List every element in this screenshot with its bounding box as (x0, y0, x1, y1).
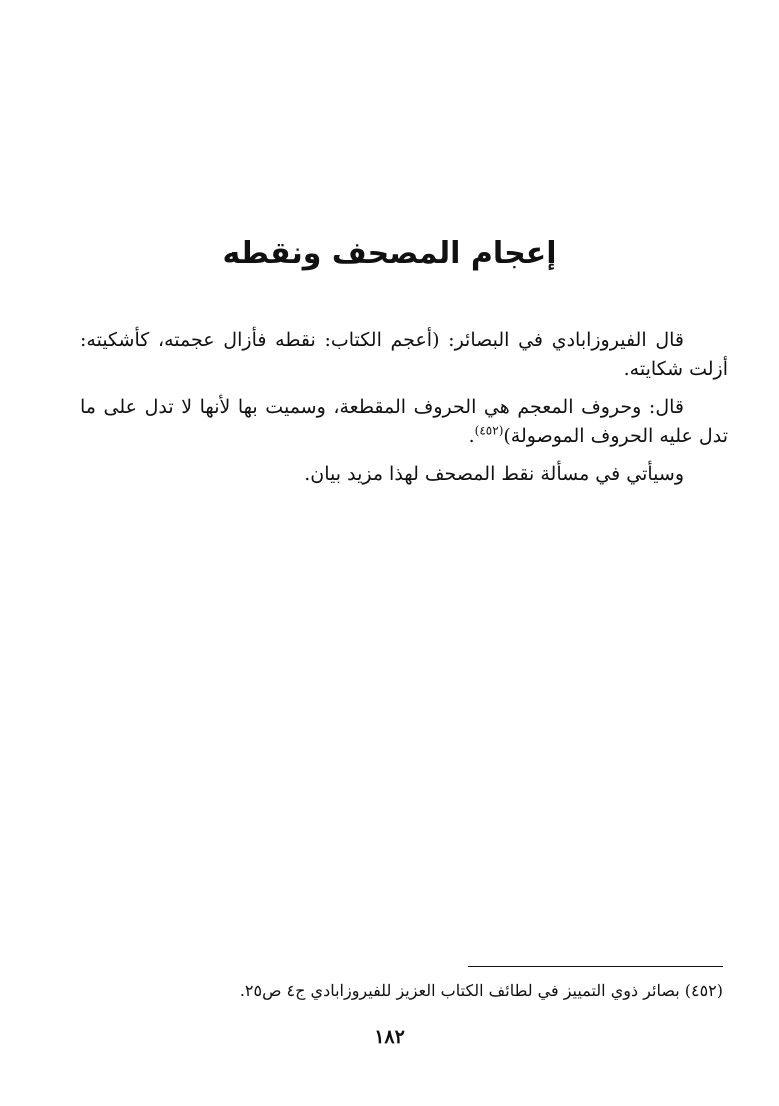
footnote-separator (468, 966, 723, 967)
paragraph-2 (80, 393, 728, 451)
page-number: ١٨٢ (374, 1026, 405, 1048)
paragraph-3-text: وسيأتي في مسألة نقط المصحف لهذا مزيد بيان. (304, 463, 684, 485)
paragraph-1-text: قال الفيروزابادي في البصائر: (أعجم الكتاب: نقطه فأزال عجمته، كأشكيته: أزلت شكايته. (80, 329, 728, 380)
paragraph-1 (80, 326, 728, 384)
page-title: إعجام المصحف ونقطه (222, 236, 557, 271)
footnote-reference: (٤٥٢) (474, 423, 504, 438)
paragraph-2-end: . (468, 425, 475, 447)
paragraph-3 (80, 460, 728, 489)
footnote: (٤٥٢) بصائر ذوي التمييز في لطائف الكتاب العزيز للفيروزابادي ج٤ ص٢٥. (239, 981, 723, 1000)
paragraph-2-text: قال: وحروف المعجم هي الحروف المقطعة، وسميت بها لأنها لا تدل على ما تدل عليه الحروف الموصولة) (80, 396, 728, 447)
body-text (80, 326, 728, 498)
